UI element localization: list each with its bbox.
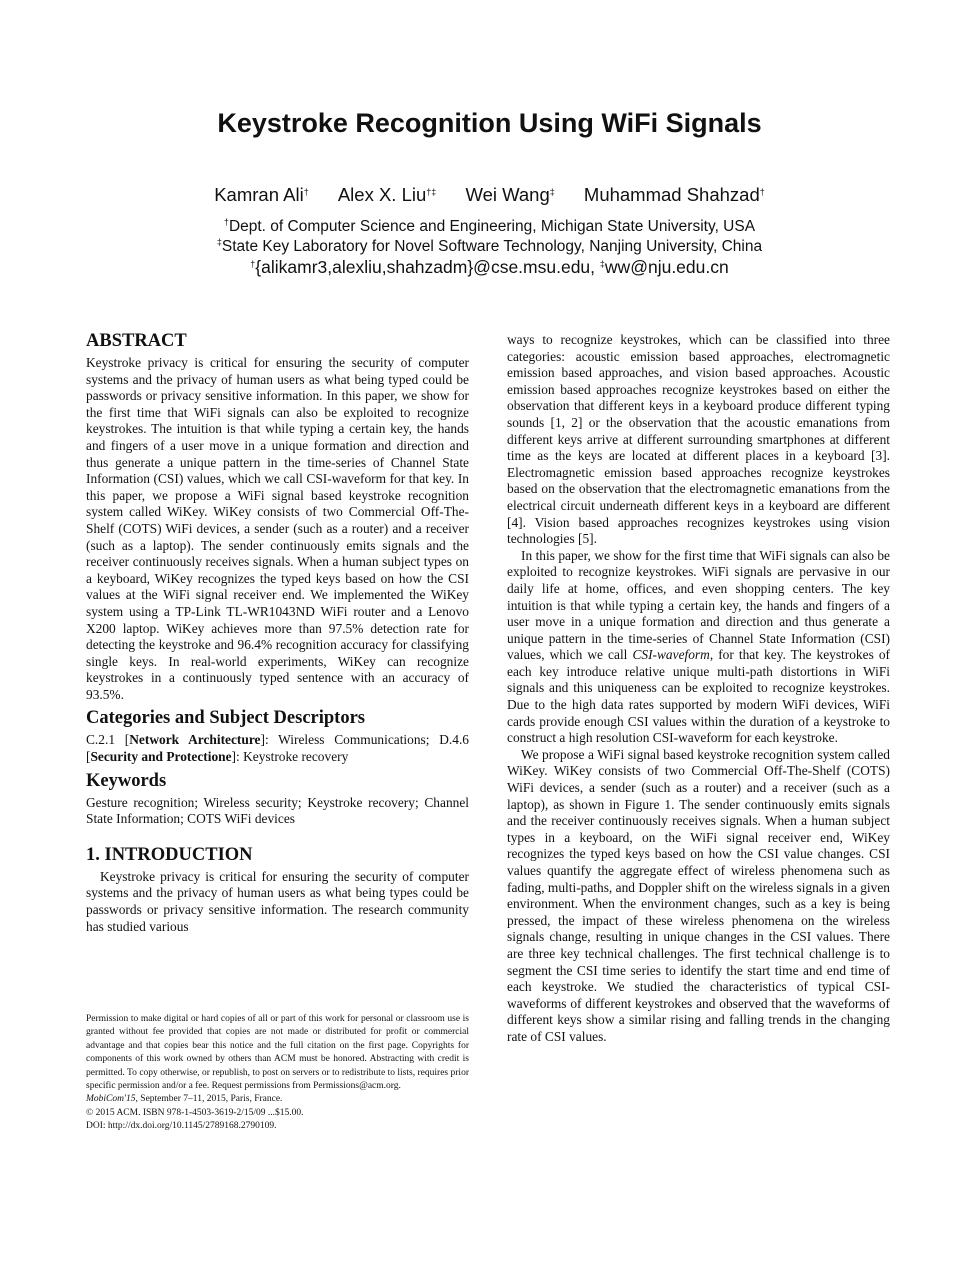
affiliation: ‡State Key Laboratory for Novel Software Technology, Nanjing University, China — [216, 237, 763, 255]
author-emails: †{alikamr3,alexliu,shahzadm}@cse.msu.edu, ‡ww@nju.edu.cn — [250, 257, 729, 277]
keywords-heading: Keywords — [86, 770, 167, 791]
intro-paragraph: In this paper, we show for the first time that WiFi signals can also be exploited to recognize keystrokes. WiFi signals are pervasive in our daily life at home, offices, and even shopping centers. The key intuition is that while typing a certain key, the hands and fingers of a user move in a unique formation and direction and thus generate a unique pattern in the time-series of Channel State Information (CSI) values, which we call CSI-waveform, for that key. The keystrokes of each key introduce relative unique multi-path distortions in WiFi signals and this uniqueness can be exploited to recognize keystrokes. Due to the high data rates supported by modern WiFi devices, WiFi cards provide enough CSI values within the duration of a keystroke to construct a high resolution CSI-waveform for each keystroke. — [507, 547, 890, 746]
paper-title: Keystroke Recognition Using WiFi Signals — [217, 108, 762, 138]
intro-paragraph-continued: ways to recognize keystrokes, which can be classified into three categories: acoustic emission based approaches, electromagnetic emission based approaches, and vision based approaches. Acoustic emission based approaches recognize keystrokes based on either the observation that different keys in a keyboard produce different typing sounds [1, 2] or the observation that the acoustic emanations from different keys arrive at different surrounding smartphones at different time as the keys are located at different places in a keyboard [3]. Electromagnetic emission based approaches recognize keystrokes based on the observation that the electromagnetic emanations from the electrical circuit underneath different keys in a keyboard are different [4]. Vision based approaches recognizes keystrokes using vision technologies [5]. — [507, 332, 890, 547]
left-column — [86, 330, 469, 935]
right-column — [507, 332, 890, 1046]
doi-line: DOI: http://dx.doi.org/10.1145/2789168.2790109. — [86, 1121, 277, 1132]
intro-paragraph: Keystroke privacy is critical for ensuring the security of computer systems and the privacy of human users as what being types could be passwords or privacy sensitive information. The research community has studied various — [86, 868, 469, 934]
author: Muhammad Shahzad† — [583, 184, 765, 205]
copyright-line: © 2015 ACM. ISBN 978-1-4503-3619-2/15/09 ...$15.00. — [86, 1107, 304, 1118]
categories-text: C.2.1 [Network Architecture]: Wireless Communications; D.4.6 [Security and Protectione]: Keystroke recovery — [86, 732, 469, 765]
keywords-text: Gesture recognition; Wireless security; Keystroke recovery; Channel State Information; COTS WiFi devices — [86, 794, 469, 827]
introduction-heading: 1. INTRODUCTION — [86, 844, 253, 865]
author: Wei Wang‡ — [465, 184, 555, 205]
author: Alex X. Liu†‡ — [337, 184, 437, 205]
permission-text: Permission to make digital or hard copies of all or part of this work for personal or classroom use is granted without fee provided that copies are not made or distributed for profit or commercial advantage and that copies bear this notice and the full citation on the first page. Copyrights for components of this work owned by others than ACM must be honored. Abstracting with credit is permitted. To copy otherwise, or republish, to post on servers or to redistribute to lists, requires prior specific permission and/or a fee. Request permissions from Permissions@acm.org. — [86, 1014, 469, 1092]
abstract-text: Keystroke privacy is critical for ensuring the security of computer systems and the privacy of human users as what being typed could be passwords or privacy sensitive information. In this paper, we show for the first time that WiFi signals can also be exploited to recognize keystrokes. The intuition is that while typing a certain key, the hands and fingers of a user move in a unique formation and direction and thus generate a unique pattern in the time-series of Channel State Information (CSI) values, which we call CSI-waveform for that key. In this paper, we propose a WiFi signal based keystroke recognition system called WiKey. WiKey consists of two Commercial Off-The-Shelf (COTS) WiFi devices, a sender (such as a router) and a receiver (such as a laptop). The sender continuously emits signals and the receiver continuously receives signals. When a human subject types on a keyboard, WiKey recognizes the typed keys based on how the CSI values at the WiFi signal receiver end. We implemented the WiKey system using a TP-Link TL-WR1043ND WiFi router and a Lenovo X200 laptop. WiKey achieves more than 97.5% detection rate for detecting the keystroke and 96.4% recognition accuracy for classifying single keys. In real-world experiments, WiKey can recognize keystrokes in a continuously typed sentence with an accuracy of 93.5%. — [86, 355, 469, 702]
venue-line: MobiCom'15, September 7–11, 2015, Paris, France. — [86, 1094, 283, 1105]
permission-notice — [86, 1013, 469, 1134]
intro-paragraph: We propose a WiFi signal based keystroke recognition system called WiKey. WiKey consists of two Commercial Off-The-Shelf (COTS) WiFi devices, a sender (such as a router) and a receiver (such as a laptop), as shown in Figure 1. The sender continuously emits signals and the receiver continuously receives signals. When a human subject types in a keyboard, on the WiFi signal receiver end, WiKey recognizes the typed keys based on how the CSI value changes. CSI values quantify the aggregate effect of wireless phenomena such as fading, multi-paths, and Doppler shift on the wireless signals in a given environment. When the environment changes, such as a key is being pressed, the impact of these wireless phenomena on the wireless signals change, resulting in unique changes in the CSI values. There are three key technical challenges. The first technical challenge is to segment the CSI time series to identify the start time and end time of each keystroke. We studied the characteristics of typical CSI-waveforms of different keystrokes and observed that the waveforms of different keys show a similar rising and falling trends in the changing rate of CSI values. — [507, 746, 890, 1044]
categories-heading: Categories and Subject Descriptors — [86, 708, 365, 729]
abstract-heading: ABSTRACT — [86, 331, 187, 351]
author-list — [0, 184, 979, 206]
affiliation: †Dept. of Computer Science and Engineering, Michigan State University, USA — [223, 217, 756, 235]
author: Kamran Ali† — [214, 184, 309, 205]
